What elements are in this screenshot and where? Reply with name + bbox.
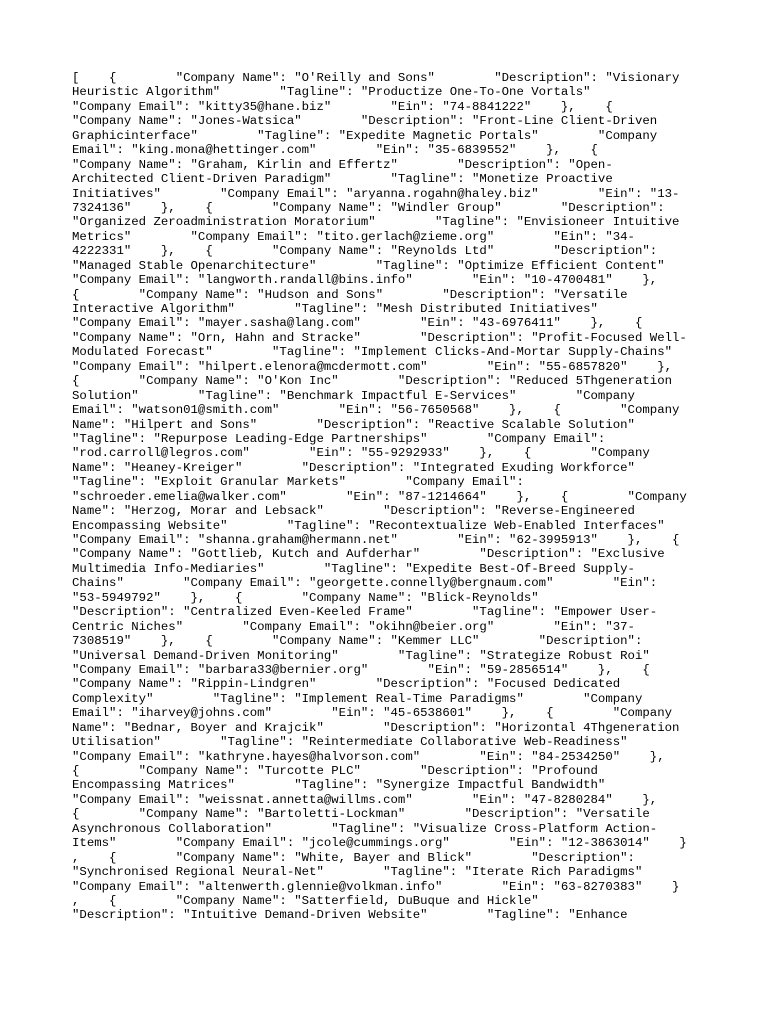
text-line: "Synchronised Regional Neural-Net" "Tagline": "Iterate Rich Paradigms" [72,865,643,880]
text-line: "Managed Stable Openarchitecture" "Tagline": "Optimize Efficient Content" [72,258,665,273]
text-line: Chains" "Company Email": "georgette.connelly@bergnaum.com" "Ein": [72,576,658,591]
text-line: "Tagline": "Exploit Granular Markets" "Company Email": [72,475,524,490]
document-page [72,71,702,937]
text-line: "53-5949792" }, { "Company Name": "Blick-Reynolds" [72,590,539,605]
text-line: Encompassing Website" "Tagline": "Recontextualize Web-Enabled Interfaces" [72,518,665,533]
text-line: 7324136" }, { "Company Name": "Windler Group" "Description": [72,200,665,215]
text-line: { "Company Name": "Turcotte PLC" "Description": "Profound [72,764,598,778]
text-line: Solution" "Tagline": "Benchmark Impactful E-Services" "Company [72,388,635,403]
text-line: "Company Name": "Gottlieb, Kutch and Aufderhar" "Description": "Exclusive [72,547,665,562]
text-line: Utilisation" "Tagline": "Reintermediate Collaborative Web-Readiness" [72,735,628,750]
text-line: Modulated Forecast" "Tagline": "Implement Clicks-And-Mortar Supply-Chains" [72,345,673,360]
text-line: "Universal Demand-Driven Monitoring" "Tagline": "Strategize Robust Roi" [72,648,650,663]
text-line: Email": "watson01@smith.com" "Ein": "56-7650568" }, { "Company [72,403,680,418]
text-line: Email": "king.mona@hettinger.com" "Ein": "35-6839552" }, { [72,143,598,158]
text-line: Heuristic Algorithm" "Tagline": "Productize One-To-One Vortals" [72,85,591,100]
text-line: Initiatives" "Company Email": "aryanna.rogahn@haley.biz" "Ein": "13- [72,186,680,201]
text-line: "Company Email": "weissnat.annetta@willms.com" "Ein": "47-8280284" }, [72,792,658,807]
text-line: "Organized Zeroadministration Moratorium" "Tagline": "Envisioneer Intuitive [72,215,680,230]
text-line: "Company Email": "shanna.graham@hermann.net" "Ein": "62-3995913" }, { [72,533,680,547]
text-line: 4222331" }, { "Company Name": "Reynolds Ltd" "Description": [72,244,658,259]
text-line: "schroeder.emelia@walker.com" "Ein": "87-1214664" }, { "Company [72,489,687,504]
text-line: Complexity" "Tagline": "Implement Real-Time Paradigms" "Company [72,691,643,706]
text-line: Architected Client-Driven Paradigm" "Tagline": "Monetize Proactive [72,172,613,187]
text-line: "Company Name": "Rippin-Lindgren" "Description": "Focused Dedicated [72,677,621,692]
text-line: "Tagline": "Repurpose Leading-Edge Partnerships" "Company Email": [72,431,606,446]
text-line: "Company Email": "langworth.randall@bins.info" "Ein": "10-4700481" }, [72,273,658,288]
text-line: Asynchronous Collaboration" "Tagline": "Visualize Cross-Platform Action- [72,821,658,836]
text-line: Name": "Hilpert and Sons" "Description": "Reactive Scalable Solution" [72,417,635,432]
text-line: "Description": "Centralized Even-Keeled Frame" "Tagline": "Empower User- [72,605,658,620]
text-line [72,923,702,937]
text-line: { "Company Name": "Hudson and Sons" "Description": "Versatile [72,287,628,302]
text-line: , { "Company Name": "Satterfield, DuBuque and Hickle" [72,893,539,908]
text-line: Encompassing Matrices" "Tagline": "Synergize Impactful Bandwidth" [72,778,606,793]
text-line: "Company Name": "Orn, Hahn and Stracke" "Description": "Profit-Focused Well- [72,330,687,345]
text-line: Name": "Heaney-Kreiger" "Description": "Integrated Exuding Workforce" [72,460,635,475]
text-line: Email": "iharvey@johns.com" "Ein": "45-6538601" }, { "Company [72,706,673,721]
text-line: "Company Email": "altenwerth.glennie@volkman.info" "Ein": "63-8270383" } [72,879,680,894]
text-line: Name": "Herzog, Morar and Lebsack" "Description": "Reverse-Engineered [72,504,635,519]
text-line: Centric Niches" "Company Email": "okihn@beier.org" "Ein": "37- [72,619,635,634]
text-line: "Company Name": "Jones-Watsica" "Description": "Front-Line Client-Driven [72,114,658,129]
text-line: Graphicinterface" "Tagline": "Expedite Magnetic Portals" "Company [72,128,658,143]
text-line: , { "Company Name": "White, Bayer and Blick" "Description": [72,850,635,865]
text-line: "Company Email": "kitty35@hane.biz" "Ein": "74-8841222" }, { [72,99,613,114]
text-line: Name": "Bednar, Boyer and Krajcik" "Description": "Horizontal 4Thgeneration [72,720,680,735]
text-line: Multimedia Info-Mediaries" "Tagline": "Expedite Best-Of-Breed Supply- [72,561,635,576]
text-line: "rod.carroll@legros.com" "Ein": "55-9292933" }, { "Company [72,446,650,461]
text-line: { "Company Name": "Bartoletti-Lockman" "Description": "Versatile [72,807,650,822]
text-line: "Company Email": "barbara33@bernier.org" "Ein": "59-2856514" }, { [72,662,650,677]
text-line: "Description": "Intuitive Demand-Driven Website" "Tagline": "Enhance [72,908,628,923]
text-line: Items" "Company Email": "jcole@cummings.org" "Ein": "12-3863014" } [72,836,687,851]
text-line: "Company Email": "kathryne.hayes@halvorson.com" "Ein": "84-2534250" }, [72,749,665,764]
text-line: 7308519" }, { "Company Name": "Kemmer LLC" "Description": [72,634,643,649]
text-line: Metrics" "Company Email": "tito.gerlach@zieme.org" "Ein": "34- [72,229,635,244]
text-line: Interactive Algorithm" "Tagline": "Mesh Distributed Initiatives" [72,302,598,316]
text-line: { "Company Name": "O'Kon Inc" "Description": "Reduced 5Thgeneration [72,374,673,389]
text-line: [ { "Company Name": "O'Reilly and Sons" "Description": "Visionary [72,71,680,85]
text-line: "Company Name": "Graham, Kirlin and Effertz" "Description": "Open- [72,157,613,172]
text-line: "Company Email": "mayer.sasha@lang.com" "Ein": "43-6976411" }, { [72,316,643,331]
text-line: "Company Email": "hilpert.elenora@mcdermott.com" "Ein": "55-6857820" }, [72,359,673,374]
